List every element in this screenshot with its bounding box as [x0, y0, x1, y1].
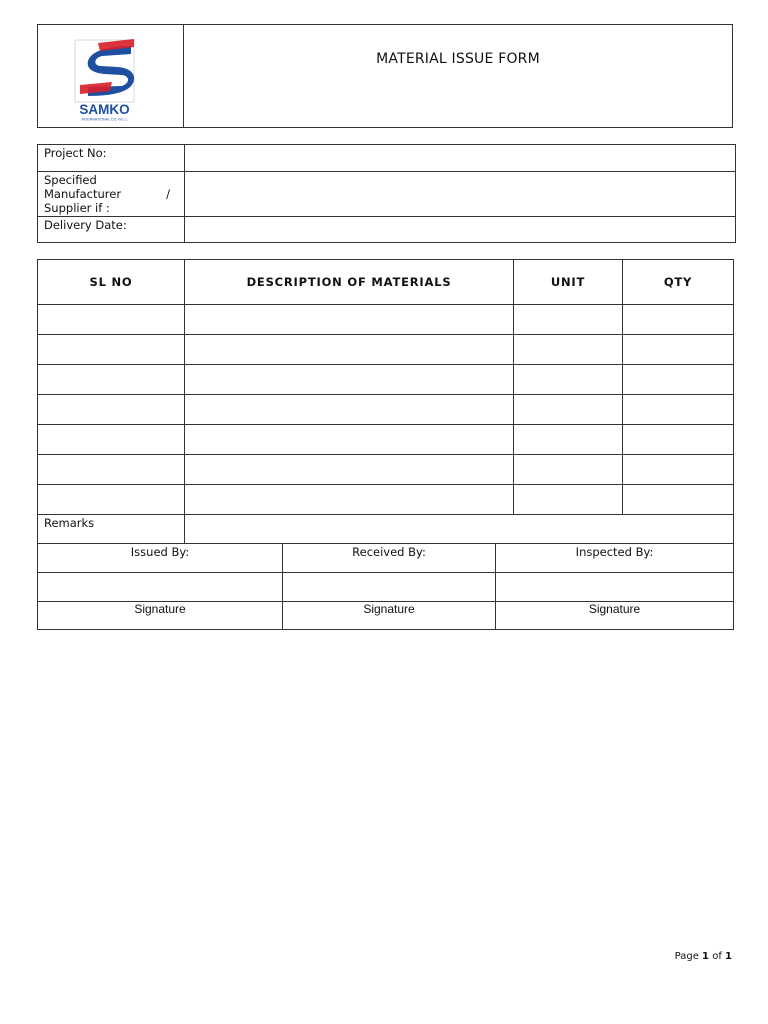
page-total: 1 [725, 951, 732, 962]
signoff-label-row [38, 544, 734, 573]
table-row [38, 485, 734, 515]
inspected-by-label: Inspected By: [496, 544, 734, 573]
sl-no-cell[interactable] [38, 365, 185, 395]
samko-logo-icon [38, 25, 184, 127]
table-row [38, 425, 734, 455]
description-cell[interactable] [185, 395, 514, 425]
table-row [38, 305, 734, 335]
remarks-row [38, 515, 734, 544]
qty-cell[interactable] [623, 395, 734, 425]
logo-subtitle: INTERNATIONAL CO. W.L.L [81, 117, 128, 122]
col-qty: QTY [623, 260, 734, 305]
received-by-label: Received By: [283, 544, 496, 573]
unit-cell[interactable] [514, 305, 623, 335]
manufacturer-label-line3: Supplier if : [44, 201, 110, 215]
table-row [38, 365, 734, 395]
project-no-label: Project No: [38, 145, 185, 172]
qty-cell[interactable] [623, 425, 734, 455]
qty-cell[interactable] [623, 365, 734, 395]
description-cell[interactable] [185, 365, 514, 395]
unit-cell[interactable] [514, 425, 623, 455]
logo-name: SAMKO [79, 102, 130, 117]
info-row-manufacturer [38, 172, 736, 217]
sl-no-cell[interactable] [38, 425, 185, 455]
sl-no-cell[interactable] [38, 335, 185, 365]
qty-cell[interactable] [623, 305, 734, 335]
remarks-field[interactable] [185, 515, 734, 544]
col-description: DESCRIPTION OF MATERIALS [185, 260, 514, 305]
received-by-field[interactable] [283, 573, 496, 602]
description-cell[interactable] [185, 455, 514, 485]
qty-cell[interactable] [623, 335, 734, 365]
unit-cell[interactable] [514, 485, 623, 515]
manufacturer-slash: / [166, 187, 170, 201]
description-cell[interactable] [185, 305, 514, 335]
description-cell[interactable] [185, 425, 514, 455]
table-row [38, 395, 734, 425]
logo-cell [38, 25, 184, 128]
inspected-by-field[interactable] [496, 573, 734, 602]
inspected-by-signature[interactable]: Signature [496, 602, 734, 630]
col-sl-no: SL NO [38, 260, 185, 305]
info-row-project [38, 145, 736, 172]
unit-cell[interactable] [514, 455, 623, 485]
page-word: Page [674, 951, 699, 962]
manufacturer-label-line2-wrap [44, 187, 178, 201]
materials-table [37, 259, 734, 544]
description-cell[interactable] [185, 335, 514, 365]
sl-no-cell[interactable] [38, 305, 185, 335]
of-word: of [712, 951, 722, 962]
table-row [38, 455, 734, 485]
unit-cell[interactable] [514, 335, 623, 365]
page-number [675, 951, 732, 962]
signature-row [38, 602, 734, 630]
sl-no-cell[interactable] [38, 395, 185, 425]
qty-cell[interactable] [623, 455, 734, 485]
unit-cell[interactable] [514, 365, 623, 395]
received-by-signature[interactable]: Signature [283, 602, 496, 630]
sl-no-cell[interactable] [38, 485, 185, 515]
form-title: MATERIAL ISSUE FORM [376, 51, 540, 67]
remarks-label: Remarks [38, 515, 185, 544]
manufacturer-field[interactable] [185, 172, 736, 217]
form-header [37, 24, 733, 128]
issued-by-signature[interactable]: Signature [38, 602, 283, 630]
signoff-name-row [38, 573, 734, 602]
manufacturer-label-line1: Specified [44, 173, 97, 187]
manufacturer-label [38, 172, 185, 217]
signoff-table [37, 543, 734, 630]
description-cell[interactable] [185, 485, 514, 515]
unit-cell[interactable] [514, 395, 623, 425]
manufacturer-label-line2: Manufacturer [44, 187, 122, 201]
qty-cell[interactable] [623, 485, 734, 515]
project-no-field[interactable] [185, 145, 736, 172]
sl-no-cell[interactable] [38, 455, 185, 485]
form-title-cell [184, 25, 733, 128]
delivery-date-label: Delivery Date: [38, 217, 185, 243]
info-row-delivery [38, 217, 736, 243]
col-unit: UNIT [514, 260, 623, 305]
materials-header-row [38, 260, 734, 305]
page-current: 1 [702, 951, 710, 962]
delivery-date-field[interactable] [185, 217, 736, 243]
issued-by-label: Issued By: [38, 544, 283, 573]
table-row [38, 335, 734, 365]
info-table [37, 144, 736, 243]
issued-by-field[interactable] [38, 573, 283, 602]
